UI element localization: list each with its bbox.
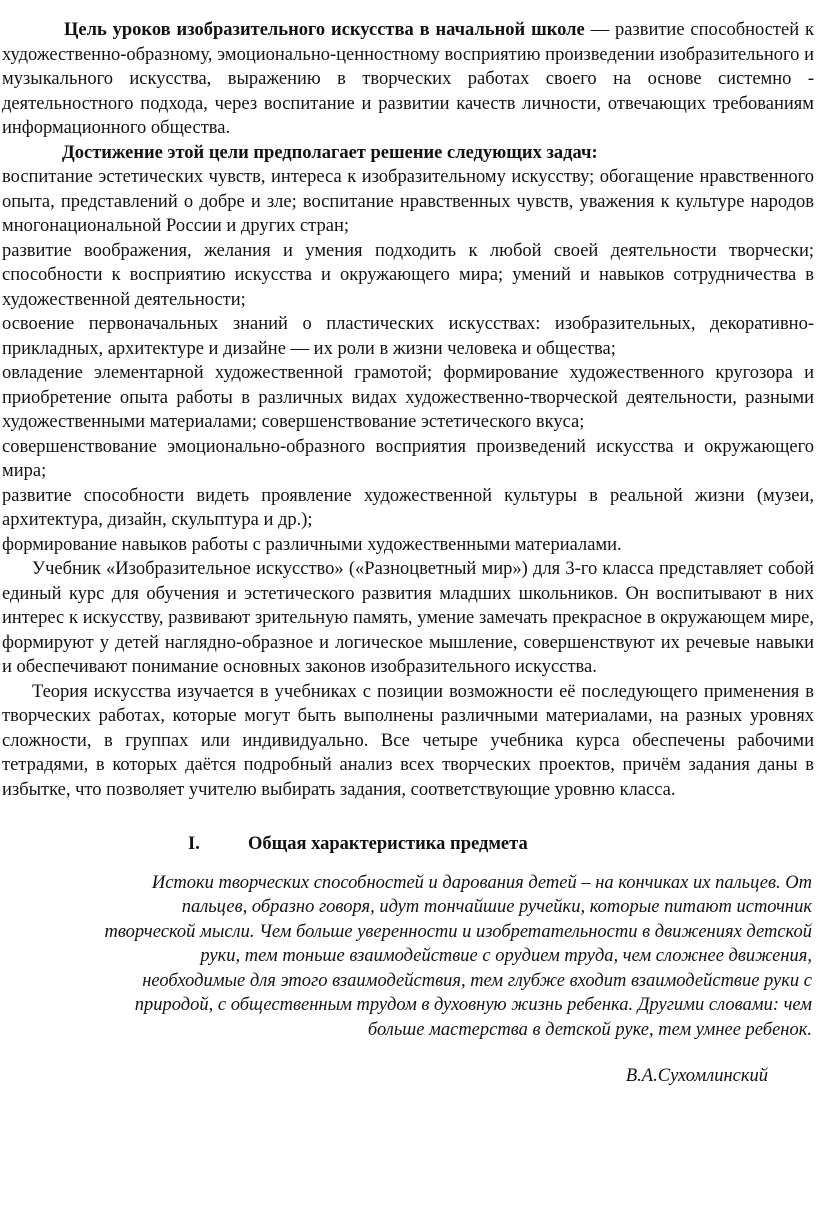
- intro-text: — развитие способностей к художественно-образному, эмоционально-ценностному восприятию произведении изобразительного и музыкального искусства, выражению в творческих работах своего на основе системно - деятельностного подхода, через воспитание и развитии качеств личности, отвечающих требованиям информационного общества.: [2, 20, 814, 138]
- section-number: I.: [188, 834, 200, 854]
- tasks-list: [2, 165, 814, 557]
- tasks-heading: Достижение этой цели предполагает решение следующих задач:: [62, 142, 598, 163]
- task-item: развитие способности видеть проявление художественной культуры в реальной жизни (музеи, архитектура, дизайн, скульптура и др.);: [2, 485, 814, 530]
- epigraph-author: В.А.Сухомлинский: [625, 1066, 768, 1086]
- task-item: воспитание эстетических чувств, интереса к изобразительному искусству; обогащение нравственного опыта, представлений о добре и зле; воспитание нравственных чувств, уважения к культуре народов многонациональной России и других стран;: [2, 167, 814, 236]
- intro-paragraph: [2, 18, 814, 141]
- intro-lead: Цель уроков изобразительного искусства в начальной школе: [64, 20, 585, 40]
- task-item: овладение элементарной художественной грамотой; формирование художественного кругозора и приобретение опыта работы в различных видах художественно-творческой деятельности, разными художественными материалами; совершенствование эстетического вкуса;: [2, 363, 814, 432]
- section-heading: [2, 832, 814, 857]
- theory-paragraph: Теория искусства изучается в учебниках с позиции возможности её последующего применения в творческих работах, которые могут быть выполнены различными материалами, на разных уровнях сложности, в группах или индивидуально. Все четыре учебника курса обеспечены рабочими тетрадями, в которых даётся подробный анализ всех творческих проектов, причём задания даны в избытке, что позволяет учителю выбирать задания, соответствующие уровню класса.: [2, 681, 814, 800]
- task-item: совершенствование эмоционально-образного восприятия произведений искусства и окружающего мира;: [2, 436, 814, 481]
- textbook-paragraph: Учебник «Изобразительное искусство» («Разноцветный мир») для 3-го класса представляет собой единый курс для обучения и эстетического развития младших школьников. Он воспитывают в них интерес к искусству, развивают зрительную память, умение замечать прекрасное в окружающем мире, формируют у детей наглядно-образное и логическое мышление, совершенствуют их речевые навыки и обеспечивают понимание основных законов изобразительного искусства.: [2, 559, 814, 677]
- section-title: Общая характеристика предмета: [248, 834, 528, 854]
- task-item: освоение первоначальных знаний о пластических искусствах: изобразительных, декоративно-прикладных, архитектуре и дизайне — их роли в жизни человека и общества;: [2, 314, 814, 359]
- task-item: развитие воображения, желания и умения подходить к любой своей деятельности творчески; способности к восприятию искусства и окружающего мира; умений и навыков сотрудничества в художественной деятельности;: [2, 240, 814, 310]
- spacer: [2, 802, 814, 826]
- task-item: формирование навыков работы с различными художественными материалами.: [2, 534, 622, 555]
- epigraph-quote: Истоки творческих способностей и дарования детей – на кончиках их пальцев. От пальцев, образно говоря, идут тончайшие ручейки, которые питают источник творческой мысли. Чем больше уверенности и изобретательности в движениях детской руки, тем тоньше взаимодействие с орудием труда, чем сложнее движения, необходимые для этого взаимодействия, тем глубже входит взаимодействие руки с природой, с общественным трудом в духовную жизнь ребенка. Другими словами: чем больше мастерства в детской руке, тем умнее ребенок.: [104, 872, 812, 1040]
